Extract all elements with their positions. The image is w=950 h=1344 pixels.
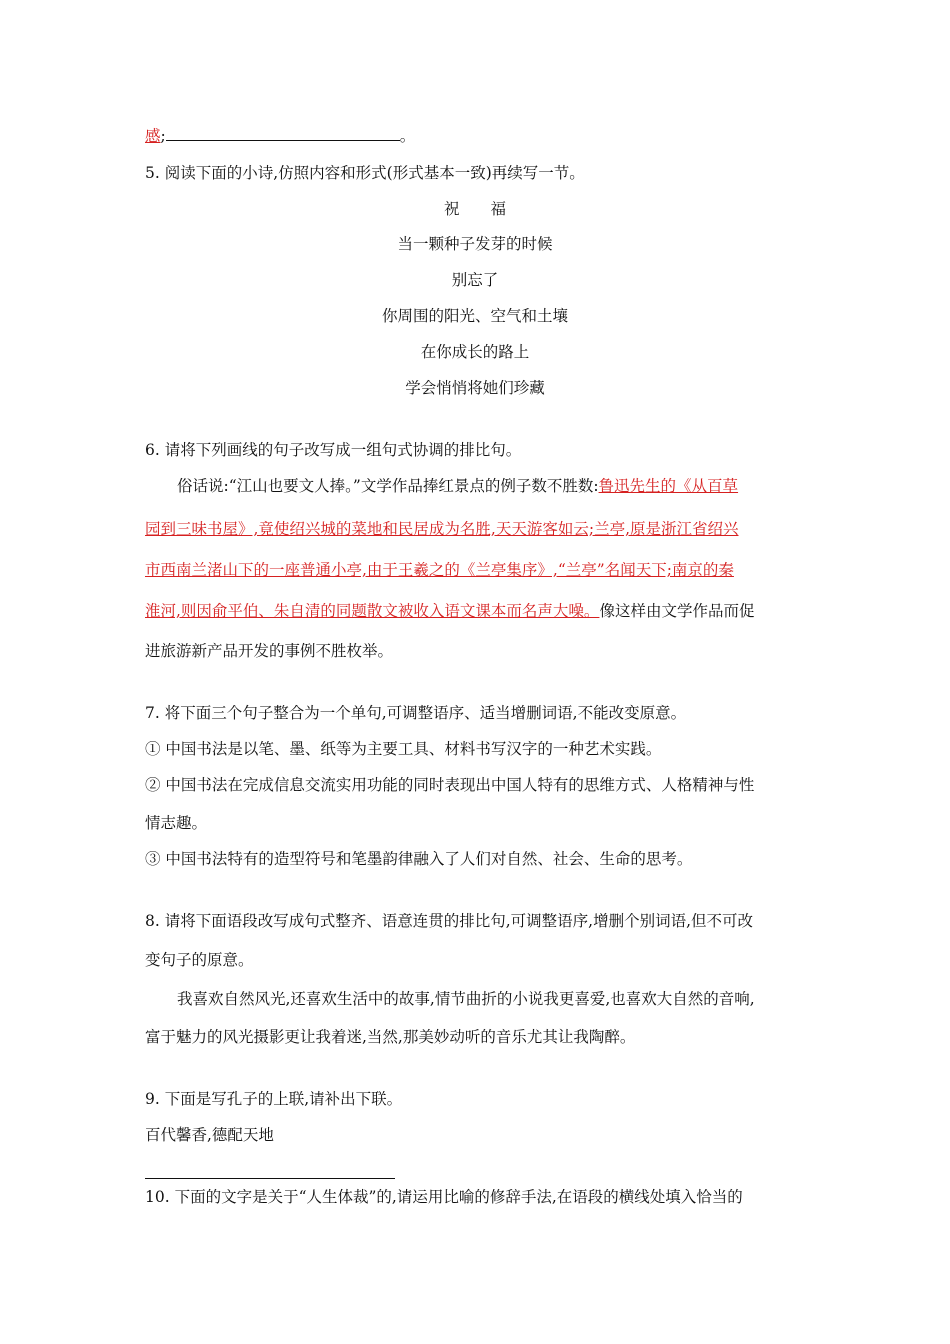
poem-line: 你周围的阳光、空气和土壤 xyxy=(381,307,568,325)
q9-couplet: 百代馨香,德配天地 xyxy=(145,1126,274,1144)
q7-sentence-3: ③ 中国书法特有的造型符号和笔墨韵律融入了人们对自然、社会、生命的思考。 xyxy=(145,850,693,868)
q8-prompt-cont: 变句子的原意。 xyxy=(145,951,254,969)
q7-sentence-1: ① 中国书法是以笔、墨、纸等为主要工具、材料书写汉字的一种艺术实践。 xyxy=(145,740,662,758)
q6-paragraph-line xyxy=(145,601,754,621)
answer-blank[interactable] xyxy=(166,126,400,141)
q5-prompt: 5. 阅读下面的小诗,仿照内容和形式(形式基本一致)再续写一节。 xyxy=(145,164,585,182)
q6-text-black: 俗话说:“江山也要文人捧。”文学作品捧红景点的例子数不胜数: xyxy=(177,477,599,495)
q7-sentence-2: ② 中国书法在完成信息交流实用功能的同时表现出中国人特有的思维方式、人格精神与性 xyxy=(145,776,755,794)
q7-prompt: 7. 将下面三个句子整合为一个单句,可调整语序、适当增删词语,不能改变原意。 xyxy=(145,704,687,722)
top-answer-line xyxy=(145,126,415,146)
q6-paragraph-line: 进旅游新产品开发的事例不胜枚举。 xyxy=(145,642,394,660)
q10-prompt: 10. 下面的文字是关于“人生体裁”的,请运用比喻的修辞手法,在语段的横线处填入恰当的 xyxy=(145,1188,743,1206)
q6-underlined-text: 淮河,则因俞平伯、朱自清的同题散文被收入语文课本而名声大噪。 xyxy=(145,602,600,620)
q7-sentence-2-cont: 情志趣。 xyxy=(145,814,208,832)
q6-text-black: 像这样由文学作品而促 xyxy=(599,602,755,620)
q8-prompt: 8. 请将下面语段改写成句式整齐、语意连贯的排比句,可调整语序,增删个别词语,但不可改 xyxy=(145,912,753,930)
q6-underlined-text: 鲁迅先生的《从百草 xyxy=(598,477,739,495)
q8-paragraph-line: 富于魅力的风光摄影更让我着迷,当然,那美妙动听的音乐尤其让我陶醉。 xyxy=(145,1028,636,1046)
q6-prompt: 6. 请将下列画线的句子改写成一组句式协调的排比句。 xyxy=(145,441,522,459)
q9-prompt: 9. 下面是写孔子的上联,请补出下联。 xyxy=(145,1090,403,1108)
q6-underlined-text: 园到三味书屋》,竟使绍兴城的菜地和民居成为名胜,天天游客如云;兰亭,原是浙江省绍兴 xyxy=(145,520,739,538)
poem-line: 在你成长的路上 xyxy=(420,343,530,361)
semicolon: ; xyxy=(160,127,166,145)
poem-title: 祝 福 xyxy=(443,200,506,218)
red-char: 感 xyxy=(145,127,161,145)
q6-paragraph-line xyxy=(177,476,738,496)
answer-line[interactable] xyxy=(145,1178,395,1179)
q6-underlined-text: 市西南兰渚山下的一座普通小亭,由于王羲之的《兰亭集序》,“兰亭”名闻天下;南京的秦 xyxy=(145,561,734,579)
poem-line: 别忘了 xyxy=(451,271,499,289)
line-end: 。 xyxy=(399,127,416,145)
poem-line: 当一颗种子发芽的时候 xyxy=(397,235,553,253)
poem-line: 学会悄悄将她们珍藏 xyxy=(405,379,545,397)
q8-paragraph-line: 我喜欢自然风光,还喜欢生活中的故事,情节曲折的小说我更喜爱,也喜欢大自然的音响, xyxy=(177,990,755,1008)
